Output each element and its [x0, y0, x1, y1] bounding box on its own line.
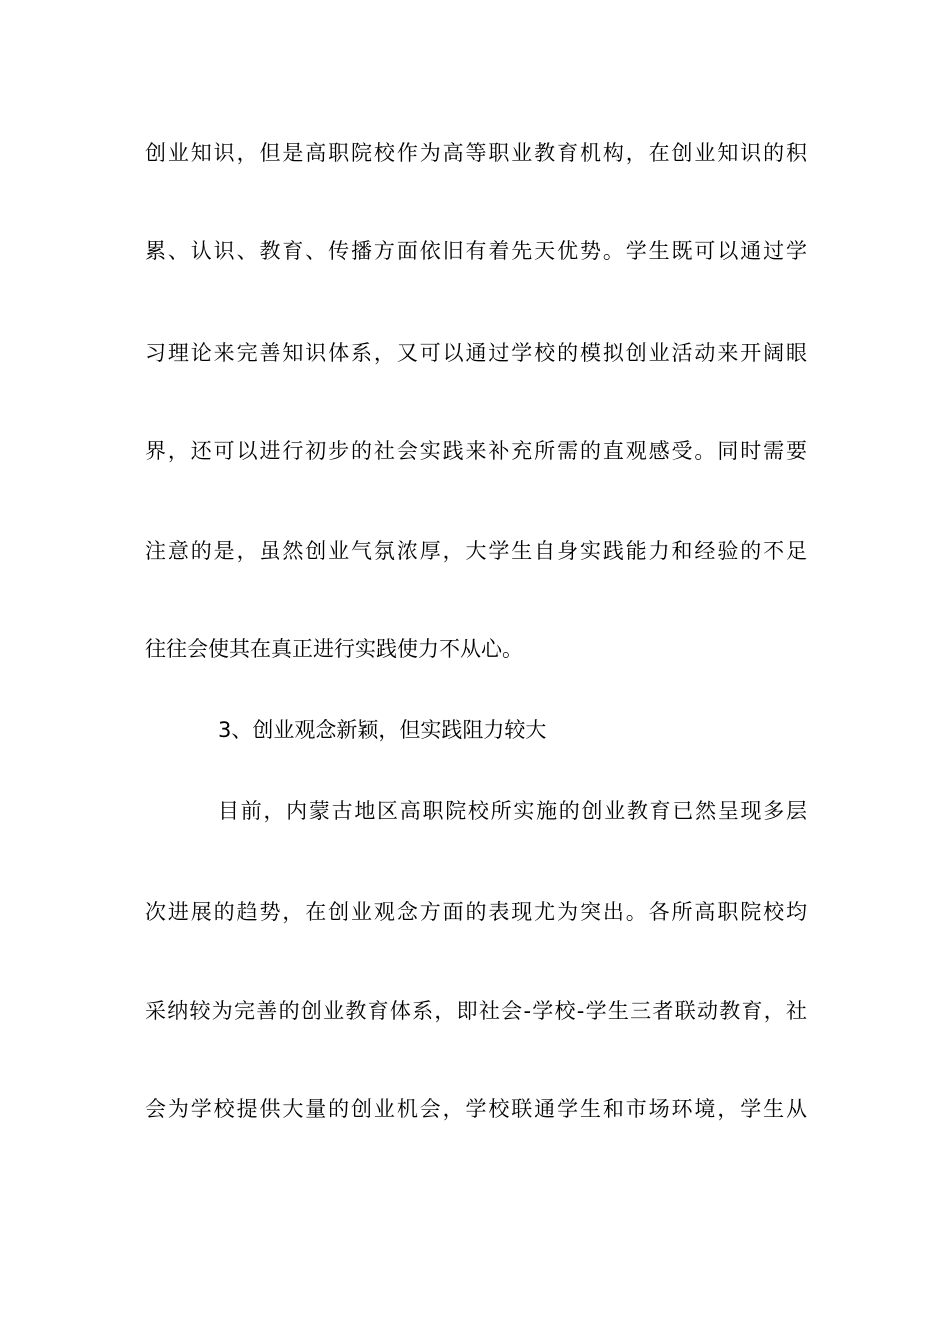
paragraph-line: 习理论来完善知识体系，又可以通过学校的模拟创业活动来开阔眼	[145, 341, 807, 365]
paragraph-line: 累、认识、教育、传播方面依旧有着先天优势。学生既可以通过学	[145, 239, 807, 263]
paragraph-line: 会为学校提供大量的创业机会，学校联通学生和市场环境，学生从	[145, 1097, 807, 1121]
paragraph-line: 创业知识，但是高职院校作为高等职业教育机构，在创业知识的积	[145, 141, 807, 165]
paragraph-line: 采纳较为完善的创业教育体系，即社会-学校-学生三者联动教育，社	[145, 999, 807, 1023]
paragraph-line: 注意的是，虽然创业气氛浓厚，大学生自身实践能力和经验的不足	[145, 539, 807, 563]
paragraph-line: 界，还可以进行初步的社会实践来补充所需的直观感受。同时需要	[145, 439, 807, 463]
paragraph-line: 目前，内蒙古地区高职院校所实施的创业教育已然呈现多层	[218, 799, 807, 823]
paragraph-line: 往往会使其在真正进行实践使力不从心。	[145, 637, 523, 661]
paragraph-line: 次进展的趋势，在创业观念方面的表现尤为突出。各所高职院校均	[145, 900, 807, 924]
section-heading: 3、创业观念新颖，但实践阻力较大	[218, 718, 547, 742]
